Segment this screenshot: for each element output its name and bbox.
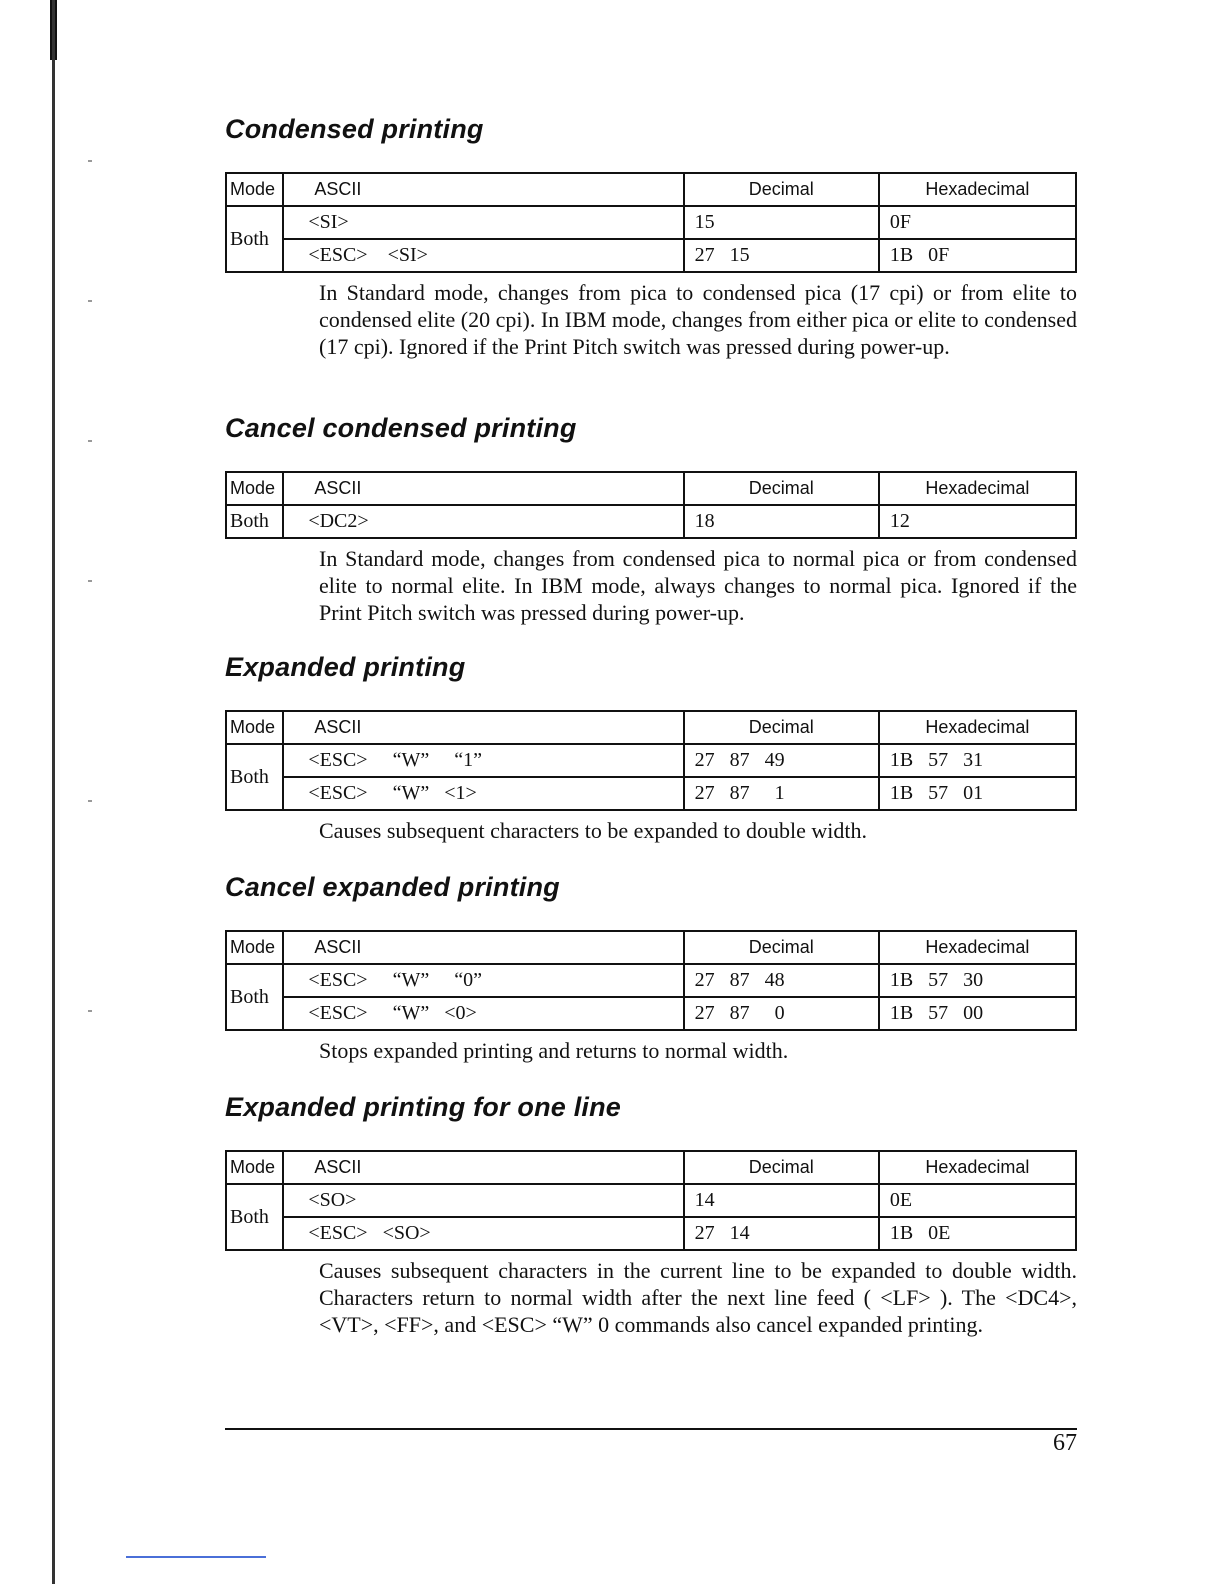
page-number: 67 xyxy=(1053,1430,1077,1456)
header-hex: Hexadecimal xyxy=(879,173,1076,206)
table-row xyxy=(226,964,1076,997)
mode-cell: Both xyxy=(226,1184,283,1250)
section-title: Expanded printing xyxy=(225,652,466,682)
section-description: In Standard mode, changes from pica to condensed pica (17 cpi) or from elite to condensed elite (20 cpi). In IBM mode, changes from either pica or elite to condensed (17 cpi). Ignored if the Print Pitch switch was pressed during power-up. xyxy=(319,280,1077,359)
hex-cell: 1B 57 31 xyxy=(879,744,1076,777)
section-description: Causes subsequent characters in the current line to be expanded to double width. Characters return to normal width after the next line feed ( <LF> ). The <DC4>, <VT>, <FF>, and <ESC> “W” 0 commands also cancel expanded printing. xyxy=(319,1258,1077,1337)
hex-cell: 12 xyxy=(879,505,1076,538)
command-table xyxy=(225,930,1077,1031)
mode-cell: Both xyxy=(226,206,283,272)
section-title: Cancel condensed printing xyxy=(225,413,577,443)
section-cancel-condensed-printing xyxy=(225,413,1077,626)
header-decimal: Decimal xyxy=(684,472,879,505)
header-mode: Mode xyxy=(226,173,283,206)
hex-cell: 1B 57 30 xyxy=(879,964,1076,997)
ascii-cell: <ESC> “W” <0> xyxy=(283,997,683,1030)
mode-cell: Both xyxy=(226,964,283,1030)
header-ascii: ASCII xyxy=(283,931,683,964)
hex-cell: 1B 57 01 xyxy=(879,777,1076,810)
decimal-cell: 27 87 49 xyxy=(684,744,879,777)
header-mode: Mode xyxy=(226,1151,283,1184)
mode-cell: Both xyxy=(226,744,283,810)
binding-edge xyxy=(52,0,55,1584)
ascii-cell: <ESC> “W” “0” xyxy=(283,964,683,997)
command-table xyxy=(225,1150,1077,1251)
decimal-cell: 27 87 1 xyxy=(684,777,879,810)
section-description: Causes subsequent characters to be expanded to double width. xyxy=(319,818,868,843)
scan-speck xyxy=(88,300,92,302)
scan-speck xyxy=(88,1010,92,1012)
header-ascii: ASCII xyxy=(283,711,683,744)
scan-speck xyxy=(88,800,92,802)
decimal-cell: 27 87 0 xyxy=(684,997,879,1030)
scan-speck xyxy=(88,440,92,442)
footer-divider xyxy=(225,1428,1077,1430)
header-hex: Hexadecimal xyxy=(879,931,1076,964)
decimal-cell: 27 15 xyxy=(684,239,879,272)
section-title: Cancel expanded printing xyxy=(225,872,560,902)
section-description: Stops expanded printing and returns to normal width. xyxy=(319,1038,789,1063)
scan-speck xyxy=(88,580,92,582)
hex-cell: 1B 0E xyxy=(879,1217,1076,1250)
decimal-cell: 27 14 xyxy=(684,1217,879,1250)
section-expanded-printing-one-line xyxy=(225,1092,1077,1338)
scan-speck xyxy=(88,160,92,162)
header-mode: Mode xyxy=(226,931,283,964)
table-header-row xyxy=(226,173,1076,206)
decimal-cell: 15 xyxy=(684,206,879,239)
hex-cell: 0E xyxy=(879,1184,1076,1217)
section-title: Condensed printing xyxy=(225,114,484,144)
section-cancel-expanded-printing xyxy=(225,872,1077,1064)
table-row xyxy=(226,744,1076,777)
table-row xyxy=(226,997,1076,1030)
table-row xyxy=(226,1217,1076,1250)
section-expanded-printing xyxy=(225,652,1077,844)
section-description: In Standard mode, changes from condensed pica to normal pica or from condensed elite to normal elite. In IBM mode, always changes to normal pica. Ignored if the Print Pitch switch was pressed during power-up. xyxy=(319,546,1077,625)
table-header-row xyxy=(226,472,1076,505)
hex-cell: 0F xyxy=(879,206,1076,239)
header-ascii: ASCII xyxy=(283,472,683,505)
header-ascii: ASCII xyxy=(283,173,683,206)
ascii-cell: <SI> xyxy=(283,206,683,239)
decimal-cell: 18 xyxy=(684,505,879,538)
header-hex: Hexadecimal xyxy=(879,472,1076,505)
decimal-cell: 27 87 48 xyxy=(684,964,879,997)
ascii-cell: <ESC> <SO> xyxy=(283,1217,683,1250)
ascii-cell: <ESC> “W” <1> xyxy=(283,777,683,810)
section-title: Expanded printing for one line xyxy=(225,1092,622,1122)
table-header-row xyxy=(226,1151,1076,1184)
ascii-cell: <SO> xyxy=(283,1184,683,1217)
table-row xyxy=(226,505,1076,538)
hex-cell: 1B 57 00 xyxy=(879,997,1076,1030)
command-table xyxy=(225,471,1077,539)
header-decimal: Decimal xyxy=(684,173,879,206)
table-header-row xyxy=(226,931,1076,964)
header-decimal: Decimal xyxy=(684,711,879,744)
table-row xyxy=(226,239,1076,272)
ascii-cell: <DC2> xyxy=(283,505,683,538)
scan-artifact-line xyxy=(126,1556,266,1558)
header-hex: Hexadecimal xyxy=(879,711,1076,744)
ascii-cell: <ESC> <SI> xyxy=(283,239,683,272)
header-ascii: ASCII xyxy=(283,1151,683,1184)
decimal-cell: 14 xyxy=(684,1184,879,1217)
section-condensed-printing xyxy=(225,114,1077,360)
command-table xyxy=(225,710,1077,811)
header-hex: Hexadecimal xyxy=(879,1151,1076,1184)
command-table xyxy=(225,172,1077,273)
table-row xyxy=(226,1184,1076,1217)
header-decimal: Decimal xyxy=(684,1151,879,1184)
mode-cell: Both xyxy=(226,505,283,538)
table-row xyxy=(226,206,1076,239)
hex-cell: 1B 0F xyxy=(879,239,1076,272)
ascii-cell: <ESC> “W” “1” xyxy=(283,744,683,777)
header-decimal: Decimal xyxy=(684,931,879,964)
header-mode: Mode xyxy=(226,472,283,505)
header-mode: Mode xyxy=(226,711,283,744)
table-row xyxy=(226,777,1076,810)
table-header-row xyxy=(226,711,1076,744)
